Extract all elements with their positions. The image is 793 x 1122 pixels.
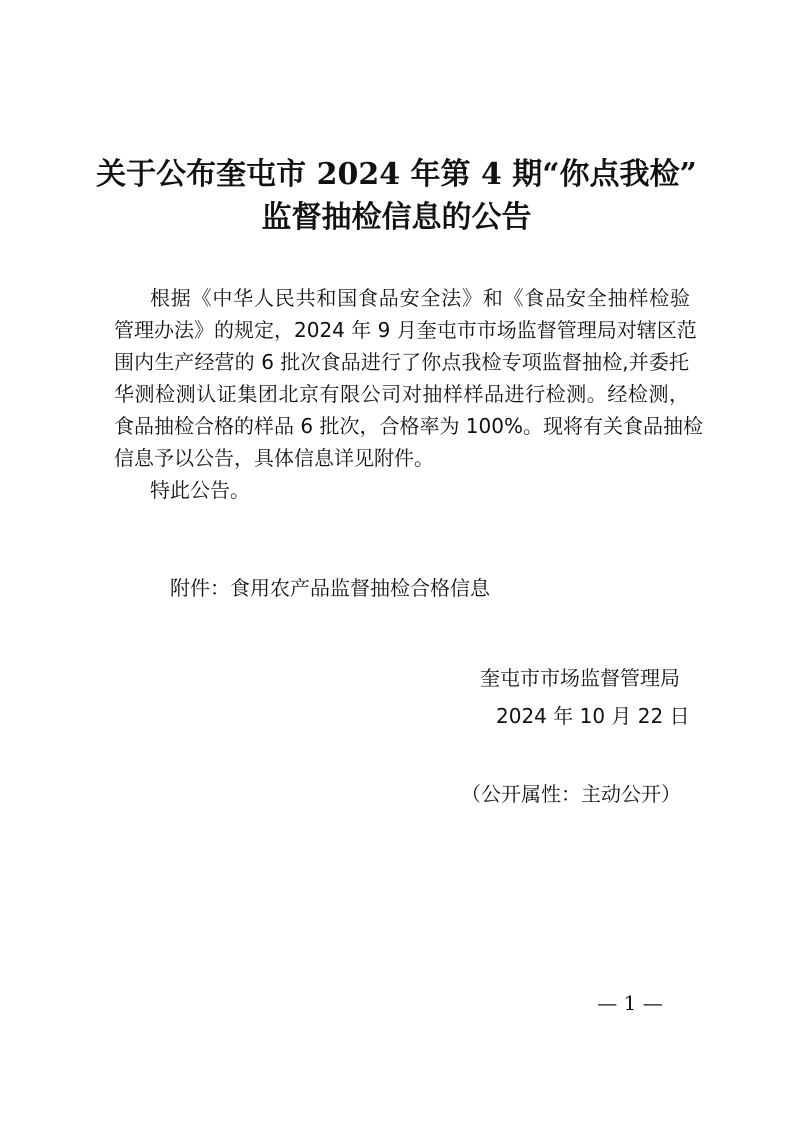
page-number: — 1 — xyxy=(597,991,663,1015)
issuer-name: 奎屯市市场监督管理局 xyxy=(480,666,680,690)
issue-date: 2024 年 10 月 22 日 xyxy=(496,704,690,728)
notice-title-line-2: 监督抽检信息的公告 xyxy=(261,200,532,235)
closing-line: 特此公告。 xyxy=(150,478,250,502)
body-line-6: 信息予以公告，具体信息详见附件。 xyxy=(114,446,434,470)
body-line-5: 食品抽检合格的样品 6 批次，合格率为 100%。现将有关食品抽检 xyxy=(114,414,703,438)
attachment-line: 附件：食用农产品监督抽检合格信息 xyxy=(170,576,490,600)
disclosure-attribute: （公开属性：主动公开） xyxy=(461,782,681,806)
body-line-1: 根据《中华人民共和国食品安全法》和《食品安全抽样检验 xyxy=(150,286,690,310)
notice-title-line-1: 关于公布奎屯市 2024 年第 4 期“你点我检” xyxy=(96,157,697,192)
body-line-2: 管理办法》的规定，2024 年 9 月奎屯市市场监督管理局对辖区范 xyxy=(114,318,697,342)
body-line-3: 围内生产经营的 6 批次食品进行了你点我检专项监督抽检,并委托 xyxy=(114,350,689,374)
body-line-4: 华测检测认证集团北京有限公司对抽样样品进行检测。经检测， xyxy=(114,382,689,406)
